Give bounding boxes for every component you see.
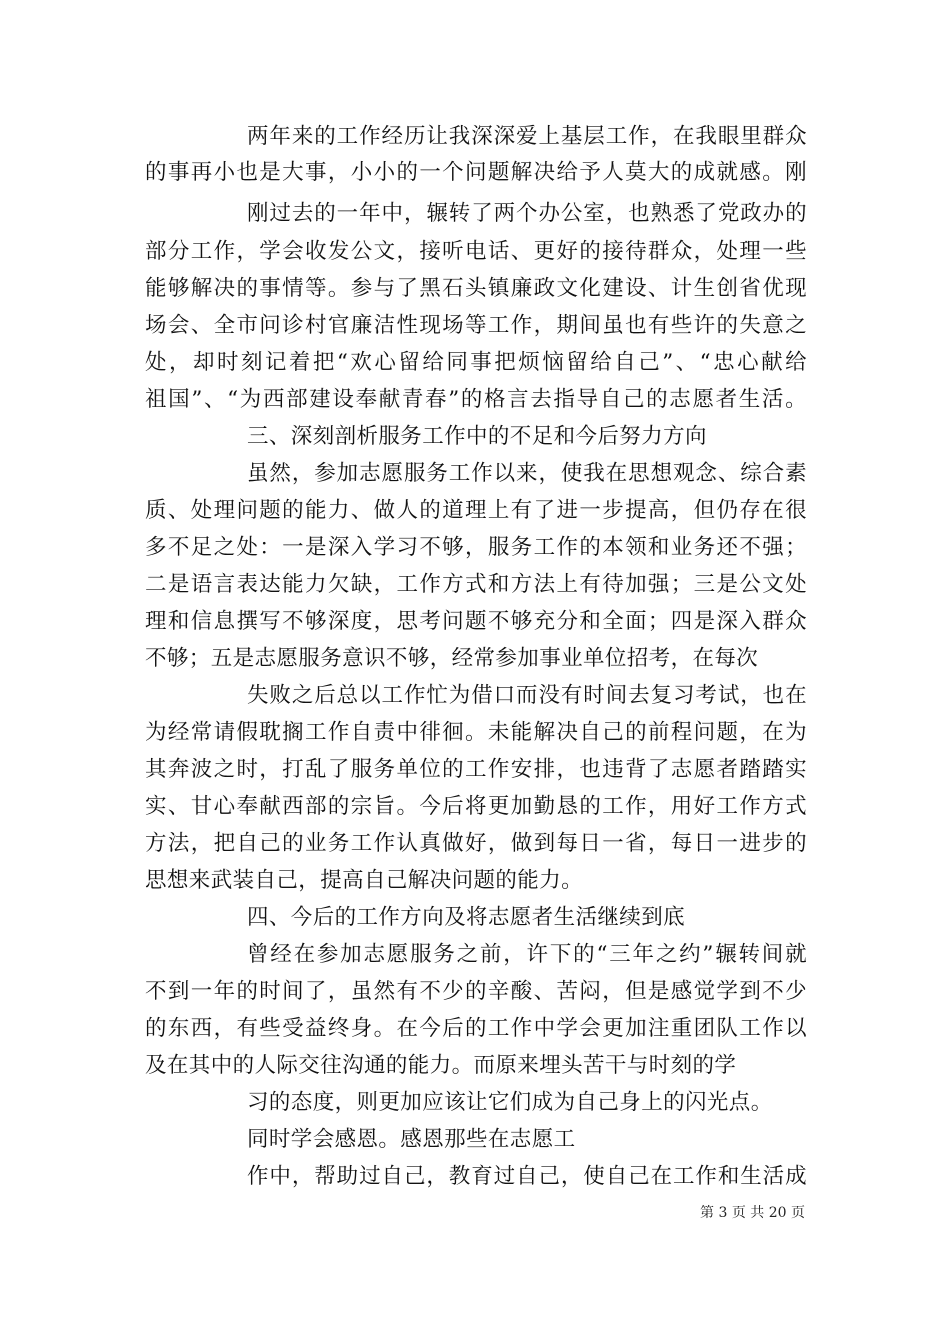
text-line: 质、处理问题的能力、做人的道理上有了进一步提高，但仍存在很 — [145, 498, 807, 523]
text-line: 实、甘心奉献西部的宗旨。今后将更加勤恳的工作，用好工作方式 — [145, 794, 807, 819]
text-line: 为经常请假耽搁工作自责中徘徊。未能解决自己的前程问题，在为 — [145, 720, 807, 745]
page-number: 第 3 页 共 20 页 — [700, 1205, 805, 1221]
text-line: 的东西，有些受益终身。在今后的工作中学会更加注重团队工作以 — [145, 1016, 807, 1041]
text-line: 作中，帮助过自己，教育过自己，使自己在工作和生活成 — [247, 1164, 807, 1189]
text-line: 不够；五是志愿服务意识不够，经常参加事业单位招考，在每次 — [145, 646, 759, 671]
text-line: 场会、全市问诊村官廉洁性现场等工作，期间虽也有些许的失意之 — [145, 313, 807, 338]
text-line: 二是语言表达能力欠缺，工作方式和方法上有待加强；三是公文处 — [145, 572, 807, 597]
section-heading: 三、深刻剖析服务工作中的不足和今后努力方向 — [247, 424, 707, 449]
text-line: 同时学会感恩。感恩那些在志愿工 — [247, 1127, 576, 1152]
text-line: 两年来的工作经历让我深深爱上基层工作，在我眼里群众 — [247, 124, 807, 149]
text-line: 及在其中的人际交往沟通的能力。而原来埋头苦干与时刻的学 — [145, 1053, 737, 1078]
section-heading: 四、今后的工作方向及将志愿者生活继续到底 — [247, 905, 686, 930]
text-line: 思想来武装自己，提高自己解决问题的能力。 — [145, 868, 584, 893]
text-line: 处，却时刻记着把“欢心留给同事把烦恼留给自己”、“忠心献给 — [145, 350, 807, 375]
text-line: 能够解决的事情等。参与了黑石头镇廉政文化建设、计生创省优现 — [145, 276, 807, 301]
text-line: 失败之后总以工作忙为借口而没有时间去复习考试，也在 — [247, 683, 807, 708]
text-line: 虽然，参加志愿服务工作以来，使我在思想观念、综合素 — [247, 461, 807, 486]
text-line: 其奔波之时，打乱了服务单位的工作安排，也违背了志愿者踏踏实 — [145, 757, 807, 782]
text-line: 部分工作，学会收发公文，接听电话、更好的接待群众，处理一些 — [145, 239, 807, 264]
text-line: 祖国”、“为西部建设奉献青春”的格言去指导自己的志愿者生活。 — [145, 387, 807, 412]
text-line: 方法，把自己的业务工作认真做好，做到每日一省，每日一进步的 — [145, 831, 807, 856]
text-line: 曾经在参加志愿服务之前，许下的“三年之约”辗转间就 — [247, 942, 807, 967]
text-line: 刚过去的一年中，辗转了两个办公室，也熟悉了党政办的 — [247, 201, 807, 226]
text-line: 多不足之处：一是深入学习不够，服务工作的本领和业务还不强； — [145, 535, 807, 560]
text-line: 不到一年的时间了，虽然有不少的辛酸、苦闷，但是感觉学到不少 — [145, 979, 807, 1004]
text-line: 习的态度，则更加应该让它们成为自己身上的闪光点。 — [247, 1090, 773, 1115]
text-line: 的事再小也是大事，小小的一个问题解决给予人莫大的成就感。刚 — [145, 160, 807, 185]
text-line: 理和信息撰写不够深度，思考问题不够充分和全面；四是深入群众 — [145, 609, 807, 634]
